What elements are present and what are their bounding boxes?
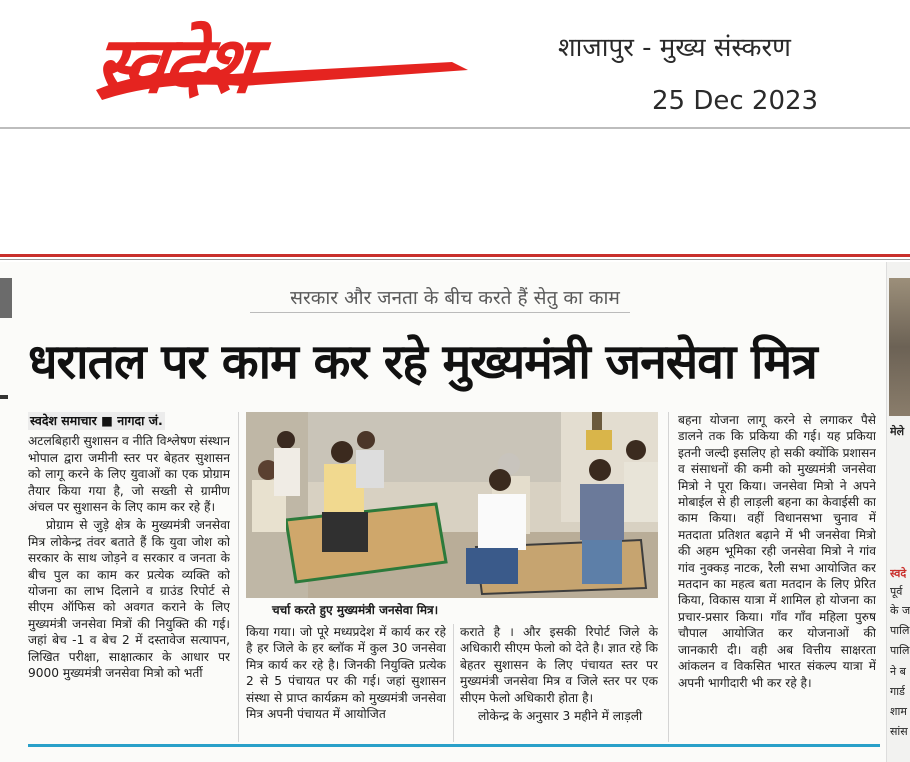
adjacent-article-text: मेले <box>890 425 905 438</box>
adjacent-article-text: पालि <box>890 644 910 657</box>
column-divider <box>453 624 454 742</box>
paragraph: किया गया। जो पूरे मध्यप्रदेश में कार्य कर रहे है हर जिले के हर ब्लॉक में कुल 30 जनसेवा मित्र कार्य कर रहे है। जिनकी नियुक्ति प्रत्येक 2 से 5 पंचायत पर की गई। जहां सुशासन संस्था से प्राप्त कार्यक्रम को मुख्यमंत्री जनसेवा मित्र अपनी पंचायत में आयोजित <box>246 625 446 722</box>
article-column-2 <box>246 624 446 750</box>
adjacent-article-text: सांस <box>890 725 908 738</box>
masthead <box>0 0 910 130</box>
adjacent-article-text: ने ब <box>890 665 906 678</box>
article-column-3 <box>460 624 658 750</box>
adjacent-article-text: गार्ड <box>890 685 905 698</box>
column-divider <box>238 412 239 742</box>
article-dateline: स्वदेश समाचार ■ नागदा जं. <box>28 412 165 430</box>
paragraph: प्रोग्राम से जुड़े क्षेत्र के मुख्यमंत्री जनसेवा मित्र लोकेन्द्र तंवर बताते हैं कि युवा जोश को सरकार के साथ जोड़ने व सरकार व जनता के बीच पुल का काम कर प्रत्येक व्यक्ति को योजना का लाभ दिलाने व ग्राउंड रिपोर्ट से सीएम ऑफिस को अवगत कराने के लिए मुख्यमंत्री जनसेवा मित्रों की नियुक्ति की गई। जहां बेच -1 व बेच 2 में दस्तावेज सत्यापन, लिखित परीक्षा, साक्षात्कार के आधार पर 9000 मुख्यमंत्री जनसेवा मित्रो को भर्ती <box>28 518 230 681</box>
paragraph: अटलबिहारी सुशासन व नीति विश्लेषण संस्थान भोपाल द्वारा जमीनी स्तर पर बेहतर सुशासन को लागू करने के लिए युवाओं का एक प्रोग्राम तैयार किया गया है, जो सख्ती से ग्रामीण अंचल पर सुशासन के लिए काम कर रहे हैं। <box>28 434 230 515</box>
people-discussion-photo-icon <box>246 412 658 598</box>
article-column-4 <box>678 412 876 752</box>
adjacent-article-text: पूर्व <box>890 585 903 598</box>
edition-label: शाजापुर - मुख्य संस्करण <box>558 33 791 63</box>
paragraph: लोकेन्द्र के अनुसार 3 महीने में लाड़ली <box>478 709 643 724</box>
article-headline: धरातल पर काम कर रहे मुख्यमंत्री जनसेवा मित्र <box>28 334 817 390</box>
column-divider <box>668 412 669 742</box>
adjacent-article-text: शाम <box>890 705 907 718</box>
photo-caption: चर्चा करते हुए मुख्यमंत्री जनसेवा मित्र। <box>246 600 658 620</box>
article-kicker: सरकार और जनता के बीच करते हैं सेतु का काम <box>290 287 620 309</box>
clip-top-border <box>0 254 910 257</box>
adjacent-article-text: के ज <box>890 604 910 617</box>
kicker-underline <box>250 312 630 313</box>
clip-top-border-thin <box>0 259 910 260</box>
article-column-1 <box>28 412 230 752</box>
paragraph: बहना योजना लागू करने से लगाकर पैसे डालने तक कि प्रकिया की गई। यह प्रकिया इतनी जल्दी इसलिए हो सकी क्योंकि प्रशासन व संसाधनों की कमी को मुख्यमंत्री जनसेवा मित्रो ने पूरा किया। जनसेवा मित्रो ने अपने मोबाईल से ही लाड़ली बहना का केवाईसी का काम किया। वहीं विधानसभा चुनाव में मतदाता प्रतिशत बढ़ाने में भी जनसेवा मित्रो की अहम भूमिका रही जनसेवा मित्रो ने गांव गांव नुक्कड़ नाटक, रैली सभा आयोजित कर मतदान का महत्व बता मतदान के लिए प्रेरित किया, विकास यात्रा में शामिल हो योजना का प्रचार-प्रसार किया। गाँव गाँव महिला पुरुष चौपाल आयोजित कर योजनाओं की जानकारी दी। वही अब वित्तीय साक्षरता आंकलन व विकसित भारत संकल्प यात्रा में अपनी भागीदारी भी कर रहे है। <box>678 413 876 690</box>
article-photo <box>246 412 658 598</box>
paragraph: कराते है । और इसकी रिपोर्ट जिले के अधिकारी सीएम फेलो को देते है। ज्ञात रहे कि बेहतर सुशासन के लिए पंचायत स्तर पर मुख्यमंत्री जनसेवा मित्र व जिले स्तर पर एक सीएम फेलो अधिकारी होता है। <box>460 625 658 705</box>
masthead-divider <box>0 127 910 129</box>
adjacent-article-text: स्वदे <box>890 567 907 580</box>
newspaper-logo: स्वदेश <box>90 21 256 111</box>
article-bottom-border <box>28 744 880 747</box>
adjacent-article-text: पालि <box>890 624 910 637</box>
left-edge-mark <box>0 395 8 399</box>
publication-date: 25 Dec 2023 <box>652 86 819 116</box>
